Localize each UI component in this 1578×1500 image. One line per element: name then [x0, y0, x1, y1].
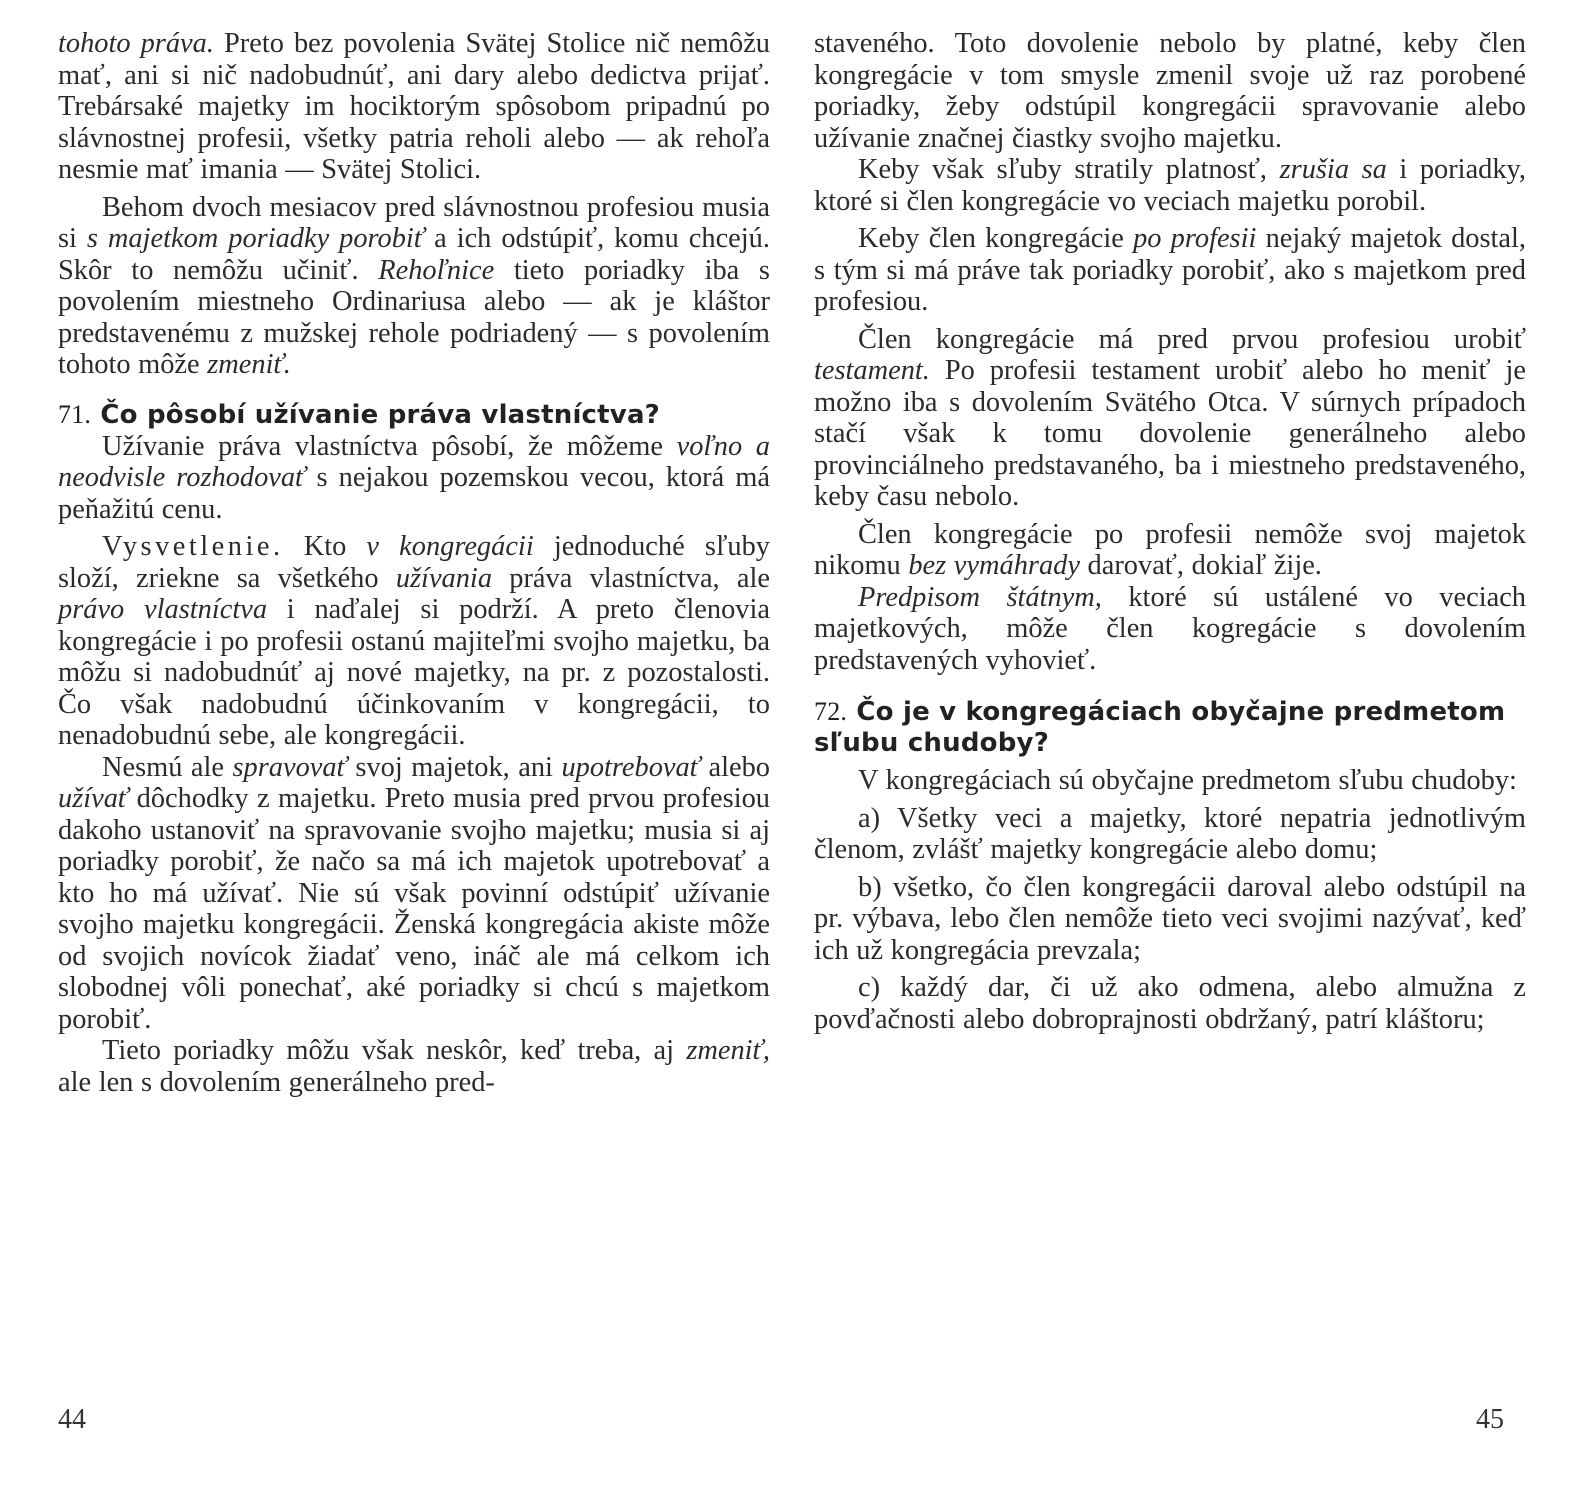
paragraph: Člen kongregácie po profesii nemôže svoj majetok nikomu bez vymáhrady darovať, dokiaľ žije.: [814, 518, 1526, 581]
paragraph: tohoto práva. Preto bez povolenia Svätej Stolice nič nemôžu mať, ani si nič nadobudnúť, ani dary alebo dedictva prijať. Trebársaké majetky im hociktorým spôsobom pripadnú po slávnostnej profesii, všetky patria reholi alebo — ak rehoľa nesmie mať imania — Svätej Stolici.: [58, 28, 770, 185]
list-item: b) všetko, čo člen kongregácii daroval alebo odstúpil na pr. výbava, lebo člen nemôže tieto veci svojimi nazývať, keď ich už kongregácia prevzala;: [814, 871, 1526, 966]
paragraph: Vysvetlenie. Kto v kongregácii jednoduché sľuby složí, zriekne sa všetkého užívania práva vlastníctva, ale právo vlastníctva i naďalej si podrží. A preto členovia kongregácie i po profesii ostanú majiteľmi svojho majetku, ba môžu si nadobudnúť aj nové majetky, na pr. z pozostalosti. Čo však nadobudnú účinkovaním v kongregácii, to nenadobudnú sebe, ale kongregácii.: [58, 531, 770, 751]
right-page: [814, 28, 1526, 1035]
paragraph: Predpisom štátnym, ktoré sú ustálené vo veciach majetkových, môže člen kogregácie s dovolením predstavených vyhovieť.: [814, 581, 1526, 676]
page-number-left: 44: [58, 1404, 86, 1435]
list-item: c) každý dar, či už ako odmena, alebo almužna z povďačnosti alebo dobroprajnosti obdržaný, patrí kláštoru;: [814, 972, 1526, 1035]
paragraph: Keby však sľuby stratily platnosť, zrušia sa i poriadky, ktoré si člen kongregácie vo veciach majetku porobil.: [814, 154, 1527, 217]
paragraph: V kongregáciach sú obyčajne predmetom sľubu chudoby:: [858, 765, 1517, 796]
paragraph: Behom dvoch mesiacov pred slávnostnou profesiou musia si s majetkom poriadky porobiť a ich odstúpiť, komu chcejú. Skôr to nemôžu učiniť. Rehoľnice tieto poriadky iba s povolením miestneho Ordinariusa alebo — ak je kláštor predstavenému z mužskej rehole podriadený — s povolením tohoto môže zmeniť.: [58, 191, 770, 380]
section-heading-72: 72. Čo je v kongregáciach obyčajne predmetom sľubu chudoby?: [814, 697, 1506, 758]
section-heading-71: 71. Čo pôsobí užívanie práva vlastníctva?: [58, 399, 660, 430]
paragraph: Nesmú ale spravovať svoj majetok, ani upotrebovať alebo užívať dôchodky z majetku. Preto musia pred prvou profesiou dakoho ustanoviť na spravovanie svojho majetku; musia si aj poriadky porobiť, že načo sa má ich majetok upotrebovať a kto ho má užívať. Nie sú však povinní odstúpiť užívanie svojho majetku kongregácii. Ženská kongregácia akiste môže od svojich novícok žiadať veno, ináč ale má celkom ich slobodnej vôli ponechať, aké poriadky si chcú s majetkom porobiť.: [58, 751, 770, 1035]
explanation-label: Vysvetlenie.: [102, 531, 284, 562]
paragraph: Užívanie práva vlastníctva pôsobí, že môžeme voľno a neodvisle rozhodovať s nejakou pozemskou vecou, ktorá má peňažitú cenu.: [58, 430, 771, 525]
page-number-right: 45: [1476, 1404, 1504, 1435]
paragraph: staveného. Toto dovolenie nebolo by platné, keby člen kongregácie v tom smysle zmenil svoje už raz porobené poriadky, žeby odstúpil kongregácii spravovanie alebo užívanie značnej čiastky svojho majetku.: [814, 28, 1526, 154]
paragraph: Keby člen kongregácie po profesii nejaký majetok dostal, s tým si má práve tak poriadky porobiť, ako s majetkom pred profesiou.: [814, 223, 1527, 317]
paragraph: Člen kongregácie má pred prvou profesiou urobiť testament. Po profesii testament urobiť alebo ho meniť je možno iba s dovolením Svätého Otca. V súrnych prípadoch stačí však k tomu dovolenie generálneho alebo provinciálneho predstavaného, ba i miestneho predstaveného, keby času nebolo.: [814, 323, 1526, 512]
list-item: a) Všetky veci a majetky, ktoré nepatria jednotlivým členom, zvlášť majetky kongregácie alebo domu;: [814, 802, 1526, 865]
left-page: [58, 28, 770, 1098]
paragraph: Tieto poriadky môžu však neskôr, keď treba, aj zmeniť, ale len s dovolením generálneho pred-: [58, 1035, 770, 1098]
